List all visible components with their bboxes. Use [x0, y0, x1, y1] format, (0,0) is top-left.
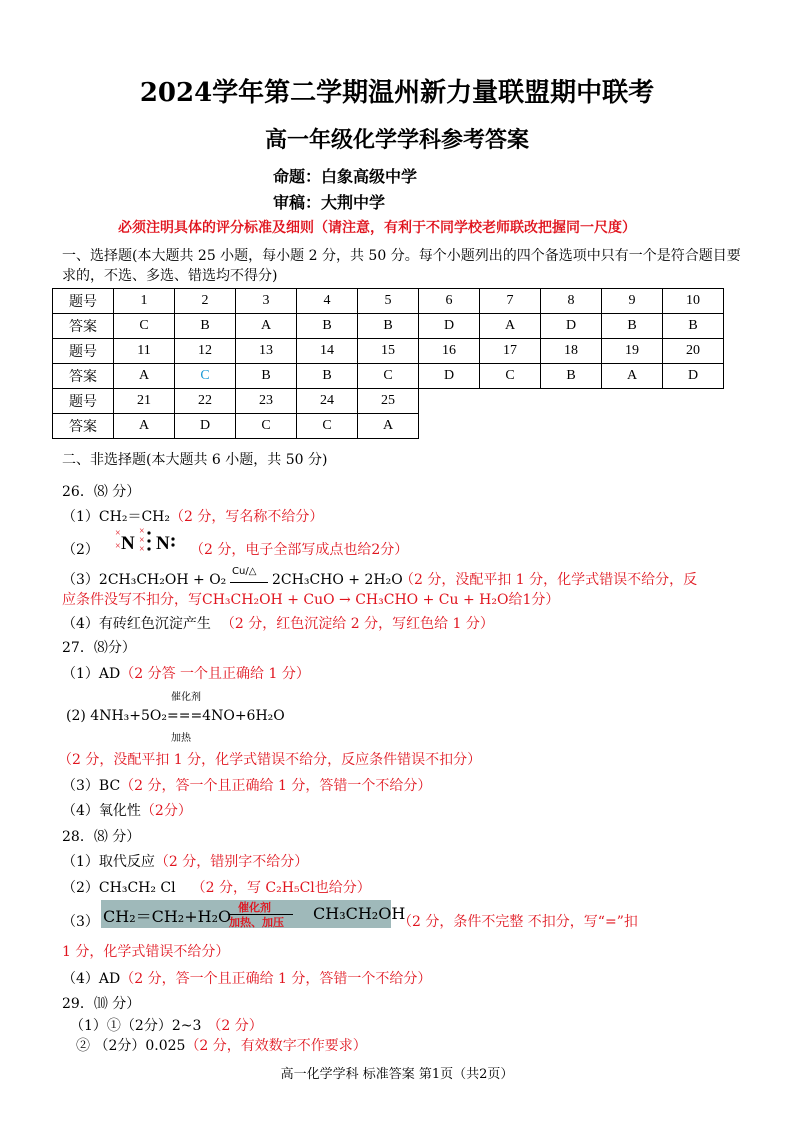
answer-row	[53, 364, 724, 389]
question-number-row	[53, 289, 724, 314]
answer-cell: D	[175, 414, 236, 439]
question-number-cell: 14	[297, 339, 358, 364]
question-number-cell: 8	[541, 289, 602, 314]
question-number-cell: 16	[419, 339, 480, 364]
question-number-cell: 24	[297, 389, 358, 414]
q26-part2-note: （2 分，电子全部写成点也给2分）	[190, 542, 409, 558]
q28-part3-note1: （2 分，条件不完整 不扣分，写“=”扣	[398, 914, 638, 930]
answer-row	[53, 314, 724, 339]
q28-part3-note2: 1 分，化学式错误不给分）	[62, 944, 230, 960]
q27-part3-answer: （3）BC	[62, 778, 121, 794]
question-number-cell: 9	[602, 289, 663, 314]
reviewer-line: 审稿：大荆中学	[273, 193, 386, 212]
question-number-cell: 13	[236, 339, 297, 364]
answer-table	[52, 288, 724, 439]
row-label-question: 题号	[53, 339, 114, 364]
page-subtitle: 高一年级化学学科参考答案	[264, 127, 529, 153]
q29-part1-note: （2 分）	[207, 1018, 263, 1034]
q26-part1-answer: （1）CH₂＝CH₂	[62, 509, 170, 525]
question-number-cell: 11	[114, 339, 175, 364]
q29-part1-answer: （1）①（2分）2~3	[70, 1018, 202, 1034]
q26-part3-eq-right: 2CH₃CHO + 2H₂O	[272, 572, 403, 588]
question-number-cell: 6	[419, 289, 480, 314]
answer-cell: D	[663, 364, 724, 389]
q28-part2	[62, 878, 371, 898]
answer-cell: C	[114, 314, 175, 339]
answer-cell: B	[175, 314, 236, 339]
answer-row	[53, 414, 724, 439]
question-number-row	[53, 389, 724, 414]
q28-part1-answer: （1）取代反应	[62, 854, 155, 870]
answer-cell: C	[480, 364, 541, 389]
question-number-cell: 20	[663, 339, 724, 364]
answer-cell: B	[297, 314, 358, 339]
answer-cell: A	[480, 314, 541, 339]
q27-part4-answer: （4）氧化性	[62, 803, 141, 819]
answer-cell: A	[602, 364, 663, 389]
q28-part4	[62, 969, 431, 989]
empty-cell	[602, 389, 663, 414]
question-number-cell: 17	[480, 339, 541, 364]
answer-cell: B	[663, 314, 724, 339]
empty-cell	[419, 414, 480, 439]
q27-part3	[62, 776, 431, 796]
answer-cell: D	[419, 314, 480, 339]
q26-part3-note2: 应条件没写不扣分，写CH₃CH₂OH + CuO → CH₃CHO + Cu + H₂O给1分）	[62, 592, 560, 608]
q26-part4	[62, 614, 494, 634]
q27-part3-note: （2 分，答一个且正确给 1 分，答错一个不给分）	[120, 778, 432, 794]
q26-part1	[62, 507, 323, 527]
q26-part2	[62, 540, 99, 560]
question-number-cell: 23	[236, 389, 297, 414]
empty-cell	[541, 389, 602, 414]
empty-cell	[663, 414, 724, 439]
empty-cell	[541, 414, 602, 439]
answer-cell: C	[175, 364, 236, 389]
q29-part2	[76, 1036, 367, 1056]
answer-cell: B	[358, 314, 419, 339]
q27-part2-equation: (2) 4NH₃+5O₂===4NO+6H₂O	[66, 708, 285, 724]
q28-eq-condition-top: 催化剂	[238, 901, 271, 914]
answer-cell: A	[114, 414, 175, 439]
q27-part2-heat: 加热	[171, 733, 191, 744]
answer-cell: B	[541, 364, 602, 389]
empty-cell	[480, 414, 541, 439]
q26-part2-label: （2）	[62, 542, 99, 558]
q28-part2-note: （2 分，写 C₂H₅Cl也给分）	[191, 880, 371, 896]
reaction-arrow	[230, 582, 268, 583]
empty-cell	[663, 389, 724, 414]
empty-cell	[480, 389, 541, 414]
question-number-cell: 4	[297, 289, 358, 314]
q27-part2-catalyst: 催化剂	[171, 692, 201, 703]
section1-heading: 一、选择题(本大题共 25 小题，每小题 2 分，共 50 分。每个小题列出的四个备选项中只有一个是符合题目要求的，不选、多选、错选均不得分)	[62, 248, 741, 284]
q26-part4-note: （2 分，红色沉淀给 2 分，写红色给 1 分）	[220, 616, 494, 632]
q29-part1	[70, 1016, 263, 1036]
question-number-cell: 22	[175, 389, 236, 414]
q28-eq-right: CH₃CH₂OH	[313, 904, 406, 923]
row-label-answer: 答案	[53, 314, 114, 339]
empty-cell	[602, 414, 663, 439]
svg-text:×: ×	[115, 541, 121, 552]
q26-part3-eq-left: （3）2CH₃CH₂OH + O₂	[62, 572, 227, 588]
q27-part1-note: （2 分答 一个且正确给 1 分）	[120, 666, 310, 682]
answer-cell: C	[358, 364, 419, 389]
answer-cell: C	[236, 414, 297, 439]
q28-part4-note: （2 分，答一个且正确给 1 分，答错一个不给分）	[120, 971, 432, 987]
q28-eq-left: CH₂＝CH₂+H₂O	[103, 907, 232, 926]
row-label-answer: 答案	[53, 364, 114, 389]
n2-electron-structure	[112, 527, 182, 557]
question-number-row	[53, 339, 724, 364]
page-footer: 高一化学学科 标准答案 第1页（共2页）	[280, 1067, 514, 1082]
author-line: 命题：白象高级中学	[273, 167, 418, 186]
q28-heading: 28．⑻ 分）	[62, 829, 141, 845]
q27-part4-note: （2分）	[140, 803, 192, 819]
q27-part1	[62, 664, 310, 684]
question-number-cell: 25	[358, 389, 419, 414]
answer-cell: B	[602, 314, 663, 339]
q28-part2-answer: （2）CH₃CH₂ Cl	[62, 880, 176, 896]
svg-text:N: N	[121, 533, 135, 554]
question-number-cell: 18	[541, 339, 602, 364]
svg-text:N: N	[156, 533, 170, 554]
q29-part2-answer: ② （2分）0.025	[76, 1038, 186, 1054]
question-number-cell: 2	[175, 289, 236, 314]
svg-text:×: ×	[139, 535, 145, 546]
svg-text:×: ×	[139, 544, 145, 555]
answer-cell: D	[541, 314, 602, 339]
q29-part2-note: （2 分，有效数字不作要求）	[185, 1038, 367, 1054]
row-label-question: 题号	[53, 389, 114, 414]
answer-cell: B	[236, 364, 297, 389]
answer-cell: A	[236, 314, 297, 339]
q26-part3-condition: Cu/△	[232, 566, 257, 577]
q26-part4-answer: （4）有砖红色沉淀产生	[62, 616, 211, 632]
question-number-cell: 10	[663, 289, 724, 314]
question-number-cell: 15	[358, 339, 419, 364]
question-number-cell: 21	[114, 389, 175, 414]
question-number-cell: 19	[602, 339, 663, 364]
question-number-cell: 3	[236, 289, 297, 314]
question-number-cell: 5	[358, 289, 419, 314]
question-number-cell: 12	[175, 339, 236, 364]
answer-cell: B	[297, 364, 358, 389]
section2-heading: 二、非选择题(本大题共 6 小题，共 50 分)	[62, 452, 328, 468]
question-number-cell: 7	[480, 289, 541, 314]
answer-cell: A	[114, 364, 175, 389]
q28-equation-box	[101, 900, 406, 929]
q27-heading: 27．⑻分）	[62, 640, 136, 656]
q27-part1-answer: （1）AD	[62, 666, 121, 682]
row-label-answer: 答案	[53, 414, 114, 439]
q26-heading: 26．⑻ 分）	[62, 484, 141, 500]
answer-cell: A	[358, 414, 419, 439]
answer-cell: D	[419, 364, 480, 389]
q27-part4	[62, 801, 192, 821]
svg-text:×: ×	[115, 528, 121, 539]
q27-part2-note: （2 分，没配平扣 1 分，化学式错误不给分，反应条件错误不扣分）	[58, 752, 482, 768]
q28-part4-answer: （4）AD	[62, 971, 121, 987]
empty-cell	[419, 389, 480, 414]
answer-cell: C	[297, 414, 358, 439]
row-label-question: 题号	[53, 289, 114, 314]
grading-notice: 必须注明具体的评分标准及细则（请注意，有利于不同学校老师联改把握同一尺度）	[118, 220, 636, 236]
q28-part1-note: （2 分，错别字不给分）	[154, 854, 309, 870]
q28-part1	[62, 852, 308, 872]
page-title: 2024学年第二学期温州新力量联盟期中联考	[139, 78, 655, 108]
q29-heading: 29．⑽ 分）	[62, 996, 141, 1012]
question-number-cell: 1	[114, 289, 175, 314]
q26-part1-note: （2 分，写名称不给分）	[169, 509, 324, 525]
svg-text:×: ×	[139, 527, 145, 537]
q28-part3-label: （3）	[62, 914, 99, 930]
q28-eq-condition-bottom: 加热、加压	[229, 916, 284, 929]
q26-part3-note1: （2 分，没配平扣 1 分，化学式错误不给分，反	[400, 572, 698, 588]
